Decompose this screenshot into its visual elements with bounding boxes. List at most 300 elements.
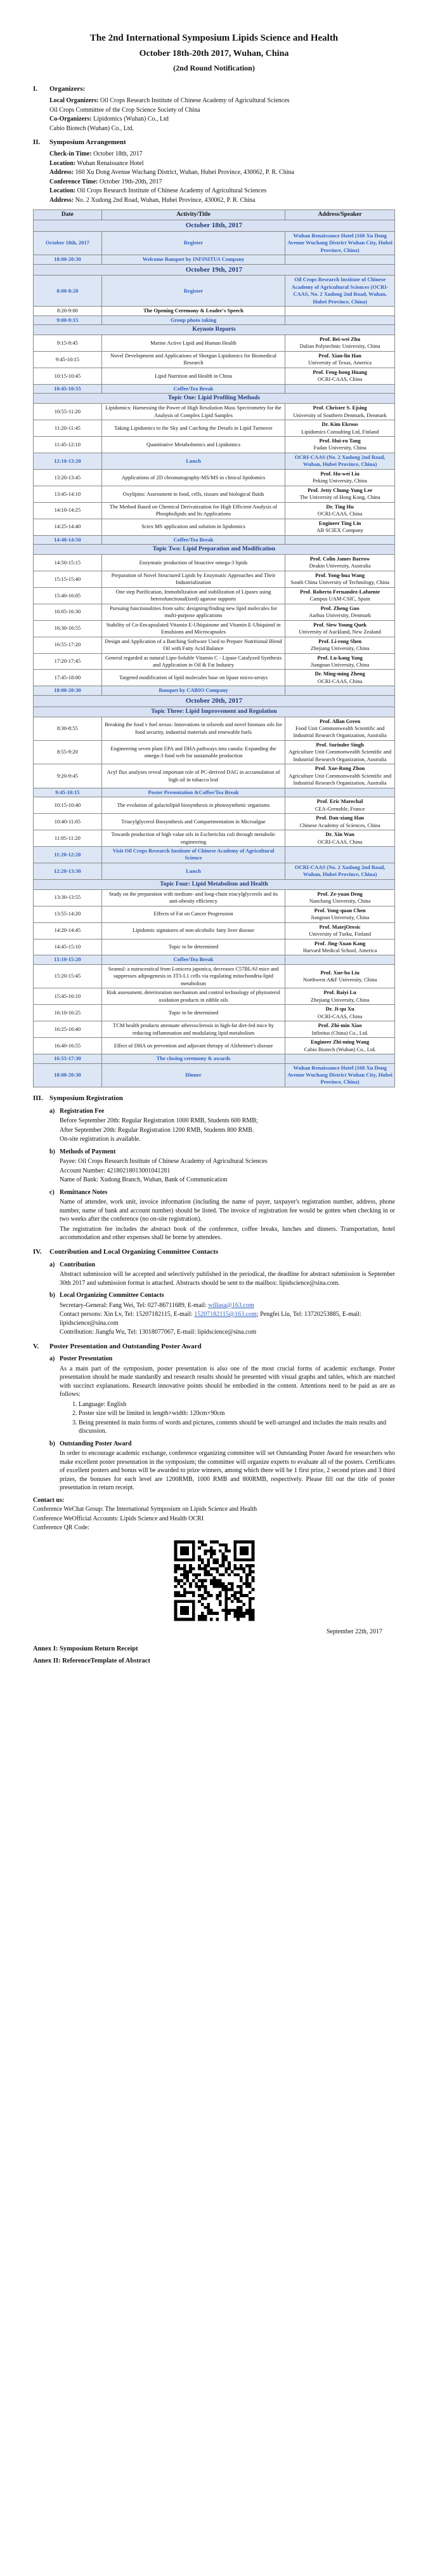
- talk-title-cell: Acyl flux analyses reveal important role of PC-derived DAG in accumulation of high oil in tobacco leaf: [101, 764, 285, 788]
- document-subtitle: October 18th-20th 2017, Wuhan, China: [139, 49, 289, 59]
- topic-label: Topic Three: Lipid Improvement and Regulation: [34, 707, 395, 717]
- header-address: Address/Speaker: [285, 210, 395, 220]
- time-cell: 11:20-11:45: [34, 420, 102, 437]
- activity-cell: Welcome Banquet by INFINITUS Company: [101, 255, 285, 264]
- line-text: Oil Crops Research Institute of Chinese Academy of Agricultural Sciences: [98, 97, 290, 105]
- talk-row: [34, 571, 395, 587]
- remittance-paragraph: Name of attendee, work unit, invoice information (including the name of payer, taxpayer's registration number, address, phone number, name of bank and account number) should be listed. The invoice of registration fee would be gotten when checking in or two weeks after the conference (no on-site registration).: [60, 1198, 395, 1223]
- time-cell: 10:15-10:45: [34, 368, 102, 384]
- speaker-cell: [285, 1005, 395, 1021]
- poster-award-heading: b) Outstanding Poster Award: [49, 1440, 132, 1447]
- talk-row: [34, 469, 395, 486]
- signature-date: September 22th, 2017: [326, 1628, 382, 1635]
- speaker-name: Prof. Christer S. Ejsing: [313, 404, 367, 411]
- schedule-row: [34, 863, 395, 879]
- fee-line: Before September 20th: Regular Registration 1000 RMB, Students 600 RMB;: [60, 1117, 258, 1125]
- talk-title-cell: Preparation of Novel Structured Lipids by Enzymatic Approaches and Their Industrialization: [101, 571, 285, 587]
- poster-presentation-text: As a main part of the symposium, poster presentation is also one of the most crucial forms of academic exchange. Poster presentation should be made standardly and research results should be presented with visual graphs and tables, which are matched with succinct explanations. Research innovative points should be embodied in the content. Attentions need to be paid as are as follows:: [60, 1365, 395, 1398]
- topic-row: [34, 545, 395, 555]
- time-cell: 16:55-17:20: [34, 637, 102, 653]
- speaker-name: Prof. Surinder Singh: [316, 741, 364, 748]
- schedule-row: [34, 955, 395, 964]
- contact-line: Conference QR Code:: [33, 1524, 89, 1532]
- speaker-cell: [285, 906, 395, 922]
- time-cell: 13:30-13:55: [34, 889, 102, 906]
- talk-title-cell: Engineering seven plant EPA and DHA pathways into canola: Expanding the omega-3 food web for sustainable production: [101, 740, 285, 764]
- speaker-name: Prof. Li-rong Shen: [318, 637, 362, 644]
- speaker-name: Dr. Kim Ekroos: [321, 421, 358, 428]
- address-cell: [285, 315, 395, 324]
- activity-cell: Dinner: [101, 1063, 285, 1087]
- topic-label: Keynote Reports: [34, 325, 395, 335]
- time-cell: 16:25-16:40: [34, 1021, 102, 1038]
- address-cell: [285, 788, 395, 797]
- activity-cell: Lunch: [101, 453, 285, 469]
- address-cell: [285, 535, 395, 544]
- time-cell: 9:45-10:15: [34, 788, 102, 797]
- speaker-cell: [285, 670, 395, 686]
- speaker-cell: [285, 502, 395, 519]
- schedule-row: [34, 686, 395, 695]
- schedule-row: [34, 231, 395, 255]
- speaker-name: Prof. Dan-xiang Han: [316, 814, 364, 821]
- speaker-affiliation: OCRI-CAAS, China: [317, 838, 363, 845]
- speaker-affiliation: OCRI-CAAS, China: [317, 376, 363, 383]
- address-cell: Oil Crops Research Institute of Chinese Academy of Agricultural Sciences (OCRI-CAAS, No. 2 Xudong 2nd Road, Wuhan, Hubei Province, China): [285, 276, 395, 307]
- speaker-name: Prof. Bei-wei Zhu: [319, 336, 361, 343]
- section-heading: IV. Contribution and Local Organizing Committee Contacts: [33, 1247, 219, 1256]
- poster-requirements-list: [60, 1400, 395, 1436]
- speaker-cell: [285, 939, 395, 955]
- speaker-name: Prof. Ze-yuan Deng: [317, 890, 363, 897]
- speaker-cell: [285, 1021, 395, 1038]
- speaker-affiliation: Peking University, China: [313, 477, 367, 484]
- schedule-row: [34, 276, 395, 307]
- address-cell: [285, 955, 395, 964]
- speaker-name: Prof. Jetty Chung-Yung Lee: [308, 486, 373, 493]
- talk-title-cell: Towards production of high value oils in Escherichia coli through metabolic engineering: [101, 830, 285, 847]
- payment-line: Payee: Oil Crops Research Institute of Chinese Academy of Agricultural Sciences: [60, 1158, 268, 1165]
- line-text: Lipidomics (Wuhan) Co., Ltd: [91, 116, 169, 123]
- speaker-cell: [285, 717, 395, 740]
- sec1-line: [49, 96, 395, 105]
- talk-row: [34, 988, 395, 1005]
- payment-heading: b) Methods of Payment: [49, 1148, 116, 1155]
- activity-cell: Poster Presentation &Coffee/Tea Break: [101, 788, 285, 797]
- talk-title-cell: Lipidomics: Harnessing the Power of High Resolution Mass Spectrometry for the Analysis of Complex Lipid Samples: [101, 404, 285, 420]
- talk-title-cell: Breaking the food v fuel nexus: Innovations in oilseeds and novel biomass oils for food security, industrial materials and renewable fuels: [101, 717, 285, 740]
- line-text: Wuhan Renaissance Hotel: [75, 159, 144, 167]
- speaker-name: Prof. Xue-bo Liu: [320, 969, 360, 976]
- speaker-name: Dr. Ting Hu: [326, 503, 354, 510]
- activity-cell: Coffee/Tea Break: [101, 535, 285, 544]
- contact-email-link[interactable]: 15207182115@163.com: [194, 1311, 257, 1318]
- speaker-cell: [285, 351, 395, 368]
- header-activity: Activity/Title: [101, 210, 285, 220]
- talk-row: [34, 1038, 395, 1054]
- talk-title-cell: Design and Application of a Batching Software Used to Prepare Nutritional Blend Oil with Fatty Acid Balance: [101, 637, 285, 653]
- sec1-line: [49, 124, 395, 133]
- topic-label: Topic Four: Lipid Metabolism and Health: [34, 879, 395, 889]
- speaker-cell: [285, 637, 395, 653]
- speaker-affiliation: Campus UAM-CSIC, Spain: [309, 595, 370, 602]
- document-title: The 2nd International Symposium Lipids Science and Health: [89, 33, 339, 43]
- address-cell: OCRI-CAAS (No. 2 Xudong 2nd Road, Wuhan, Hubei Province, China): [285, 453, 395, 469]
- line-label: Address:: [49, 196, 74, 204]
- time-cell: 15:20-15:45: [34, 964, 102, 988]
- time-cell: 18:00-20:30: [34, 255, 102, 264]
- time-cell: 10:40-11:05: [34, 814, 102, 830]
- registration-fee-heading: a) Registration Fee: [49, 1107, 105, 1115]
- time-cell: 12:20-13:30: [34, 863, 102, 879]
- speaker-affiliation: University of Southern Denmark, Denmark: [293, 411, 387, 418]
- poster-requirement-item: 1. Language: English: [79, 1400, 395, 1409]
- talk-title-cell: Study on the preparation with medium- and long-chain triacylglycerols and its anti-obesity efficiency: [101, 889, 285, 906]
- time-cell: 14:10-14:25: [34, 502, 102, 519]
- time-cell: 14:25-14:40: [34, 519, 102, 535]
- remittance-paragraph: The registration fee includes the abstract book of the conference, coffee breaks, lunches and dinners. Transportation, hotel accommodation and other expenses shall be borne by attendees.: [60, 1225, 395, 1242]
- activity-cell: Coffee/Tea Break: [101, 384, 285, 393]
- talk-title-cell: Sciex MS application and solution in lipidomics: [101, 519, 285, 535]
- section-heading: I. Organizers:: [33, 85, 86, 93]
- schedule-row: [34, 788, 395, 797]
- speaker-name: Prof. Zheng Guo: [320, 604, 360, 611]
- speaker-name: Prof. Allan Green: [320, 717, 361, 724]
- section-heading: III. Symposium Registration: [33, 1094, 123, 1102]
- speaker-cell: [285, 764, 395, 788]
- time-cell: 13:45-14:10: [34, 486, 102, 502]
- contact-persons: Contact persons: Xin Lv, Tel: 15207182115, E-mail: 15207182115@163.com; Pengfei Liu, Tel: 13720253885, E-mail: lipidscience@sina.com: [60, 1311, 361, 1327]
- talk-row: [34, 335, 395, 352]
- poster-requirement-item: 3. Being presented in main forms of words and pictures, contents should be well-arranged and includes the main results and discussion.: [79, 1419, 395, 1436]
- time-cell: 15:10-15:20: [34, 955, 102, 964]
- speaker-cell: [285, 436, 395, 453]
- schedule-row: [34, 535, 395, 544]
- speaker-name: Prof. Yong-hua Wang: [315, 571, 365, 578]
- line-text: October 18th, 2017: [91, 150, 143, 158]
- sec2-line: [49, 168, 395, 177]
- annex-item: Annex I: Symposium Return Receipt: [33, 1645, 138, 1653]
- speaker-name: Prof. Feng-hong Huang: [313, 368, 367, 375]
- day-label: October 18th, 2017: [34, 220, 395, 231]
- speaker-cell: [285, 420, 395, 437]
- time-cell: 14:50-15:15: [34, 554, 102, 571]
- talk-row: [34, 939, 395, 955]
- speaker-affiliation: Agriculture Unit Commonwealth Scientific and Industrial Research Organization, Australia: [289, 748, 392, 762]
- speaker-cell: [285, 587, 395, 604]
- talk-title-cell: Lipid Nutrition and Health in China: [101, 368, 285, 384]
- speaker-affiliation: OCRI-CAAS, China: [317, 1012, 363, 1019]
- time-cell: 16:10-16:25: [34, 1005, 102, 1021]
- speaker-cell: [285, 469, 395, 486]
- speaker-affiliation: Jiangnan University, China: [311, 661, 370, 668]
- activity-cell: Lunch: [101, 863, 285, 879]
- speaker-affiliation: Infinitus (China) Co., Ltd.: [311, 1029, 368, 1036]
- address-cell: Wuhan Renaissance Hotel (160 Xu Dong Avenue Wuchang District Wuhan City, Hubei Province, China): [285, 1063, 395, 1087]
- talk-title-cell: Pursuing functionalities from salts: designing/finding new lipid molecules for multi-purpose applications: [101, 604, 285, 620]
- sec2-line: [49, 196, 395, 205]
- speaker-affiliation: Nanchang University, China: [309, 898, 371, 905]
- sec2-line: [49, 187, 395, 196]
- section-registration: [33, 1094, 395, 1242]
- day-label: October 19th, 2017: [34, 264, 395, 276]
- secretary-email-link[interactable]: willasa@163.com: [208, 1301, 254, 1309]
- address-cell: Wuhan Renaissance Hotel (160 Xu Dong Avenue Wuchang District Wuhan City, Hubei Province, China): [285, 231, 395, 255]
- contact-line: Conference WeChat Group: The International Symposium on Lipids Science and Health: [33, 1506, 257, 1513]
- annex-list: [33, 1645, 395, 1665]
- speaker-cell: [285, 335, 395, 352]
- talk-title-cell: Novel Development and Applications of Shotgun Lipidomics for Biomedical Research: [101, 351, 285, 368]
- poster-presentation-heading: a) Poster Presentation: [49, 1355, 113, 1363]
- speaker-name: Prof. Baiyi Lu: [323, 989, 356, 996]
- talk-row: [34, 814, 395, 830]
- speaker-cell: [285, 922, 395, 939]
- contact-title: Contact us:: [33, 1496, 65, 1504]
- time-cell: 9:20-9:45: [34, 764, 102, 788]
- talk-row: [34, 670, 395, 686]
- line-label: Check-in Time:: [49, 150, 92, 158]
- talk-row: [34, 604, 395, 620]
- speaker-affiliation: Deakin University, Australia: [309, 562, 371, 569]
- activity-cell: The closing ceremony & awards: [101, 1054, 285, 1063]
- talk-row: [34, 740, 395, 764]
- contact-line: Conference WeOfficial Accounts: Lipids Science and Health OCRI: [33, 1515, 204, 1522]
- time-cell: 8:55-9:20: [34, 740, 102, 764]
- speaker-affiliation: Cabio Biotech (Wuhan) Co., Ltd.: [304, 1046, 376, 1052]
- time-cell: 11:20-12:20: [34, 847, 102, 863]
- talk-row: [34, 587, 395, 604]
- line-label: Co-Organizers:: [49, 116, 92, 123]
- section-organizers: [33, 84, 395, 133]
- talk-row: [34, 797, 395, 814]
- speaker-affiliation: Zhejiang University, China: [311, 645, 370, 652]
- talk-title-cell: Oxylipins: Assessment in food, cells, tissues and biological fluids: [101, 486, 285, 502]
- contribution-text: Abstract submission will be accepted and selectively published in the periodical, the deadline for abstract submission is September 30th 2017 and submission format is attached. Abstracts should be sent to the mailbox: lipidscience@sina.com.: [60, 1271, 395, 1287]
- poster-requirement-item: 2. Poster size will be limited in length×width: 120cm×90cm: [79, 1409, 395, 1418]
- talk-row: [34, 906, 395, 922]
- schedule-row: [34, 307, 395, 315]
- talk-title-cell: Topic to be determined: [101, 1005, 285, 1021]
- speaker-name: Prof. Xian-lin Han: [318, 352, 361, 359]
- line-text: October 19th-20th, 2017: [98, 178, 162, 185]
- contribution-heading: a) Contribution: [49, 1261, 96, 1268]
- time-cell: 16:05-16:30: [34, 604, 102, 620]
- talk-row: [34, 764, 395, 788]
- speaker-affiliation: Agriculture Unit Commonwealth Scientific and Industrial Research Organization, Australia: [289, 772, 392, 787]
- speaker-name: Prof. Zhi-min Xiao: [318, 1022, 362, 1029]
- line-label: Conference Time:: [49, 178, 98, 185]
- speaker-affiliation: South China University of Technology, China: [290, 579, 389, 586]
- speaker-name: Prof. Hui-ru Tang: [319, 437, 361, 444]
- address-cell: [285, 1054, 395, 1063]
- line-label: Local Organizers:: [49, 97, 99, 105]
- speaker-affiliation: University of Auckland, New Zealand: [299, 628, 381, 635]
- payment-line: Account Number: 42180218013001041281: [60, 1167, 171, 1174]
- talk-title-cell: Applications of 2D chromatography-MS/MS in clinical lipidomics: [101, 469, 285, 486]
- address-cell: [285, 255, 395, 264]
- speaker-name: Prof. Yong-quan Chen: [314, 906, 366, 913]
- talk-title-cell: The Method Based on Chemical Derivatization for High Efficient Analysis of Phospholipids and Its Applications: [101, 502, 285, 519]
- speaker-cell: [285, 620, 395, 637]
- speaker-affiliation: Harvard Medical School, America: [302, 946, 377, 953]
- line-text: Oil Crops Committee of the Crop Science Society of China: [49, 106, 200, 114]
- address-cell: [285, 686, 395, 695]
- activity-cell: Register: [101, 276, 285, 307]
- speaker-name: Dr. Ming-ming Zheng: [315, 670, 365, 677]
- notification-round: (2nd Round Notification): [173, 63, 255, 73]
- speaker-affiliation: The University of Hong Kong, China: [299, 494, 380, 501]
- section-contribution: [33, 1247, 395, 1337]
- activity-cell: Coffee/Tea Break: [101, 955, 285, 964]
- time-cell: 15:45-16:10: [34, 988, 102, 1005]
- talk-row: [34, 922, 395, 939]
- talk-row: [34, 653, 395, 670]
- speaker-name: Engineer Ting Lin: [318, 519, 361, 526]
- registration-fee-list: [49, 1117, 395, 1144]
- speaker-affiliation: OCRI-CAAS, China: [317, 510, 363, 517]
- wechat-qr-code-icon: [171, 1537, 257, 1624]
- time-cell: 16:55-17:30: [34, 1054, 102, 1063]
- speaker-cell: [285, 604, 395, 620]
- line-text: 160 Xu Dong Avenue Wuchang District, Wuhan, Hubei Province, 430062, P. R. China: [74, 169, 294, 176]
- talk-row: [34, 420, 395, 437]
- sec2-line: [49, 150, 395, 159]
- talk-title-cell: Taking Lipidomics to the Sky and Catching the Details in Lipid Turnover: [101, 420, 285, 437]
- speaker-cell: [285, 964, 395, 988]
- activity-cell: Banquet by CABIO Company: [101, 686, 285, 695]
- talk-row: [34, 1021, 395, 1038]
- speaker-affiliation: Dalian Polytechnic University, China: [299, 343, 380, 350]
- speaker-affiliation: Food Unit Commonwealth Scientific and Industrial Research Organization, Australia: [293, 724, 387, 739]
- fee-line: After September 20th: Regular Registration 1200 RMB, Students 800 RMB.: [60, 1126, 254, 1134]
- time-cell: 10:15-10:40: [34, 797, 102, 814]
- schedule-header-row: [34, 210, 395, 220]
- talk-title-cell: TCM health products attenuate atherosclerosis in high-fat diet-fed mice by reducing inflammation and modulating lipid metabolism: [101, 1021, 285, 1038]
- talk-row: [34, 717, 395, 740]
- topic-label: Topic One: Lipid Profiling Methods: [34, 394, 395, 404]
- time-cell: 10:55-11:20: [34, 404, 102, 420]
- speaker-name: Prof. Hu-wei Liu: [320, 470, 360, 477]
- day-row: [34, 695, 395, 707]
- speaker-name: Engineer Zhi-ming Wang: [310, 1039, 370, 1046]
- time-cell: 18:00-20:30: [34, 1063, 102, 1087]
- schedule-row: [34, 315, 395, 324]
- talk-title-cell: General regarded as natural Lipo-Soluble Vitamin C - Lipase Catalyzed Synthesis and Application in Oil & Fat Industry: [101, 653, 285, 670]
- schedule-row: [34, 453, 395, 469]
- topic-label: Topic Two: Lipid Preparation and Modification: [34, 545, 395, 555]
- speaker-name: Prof. Jing-Xuan Kang: [314, 939, 366, 946]
- speaker-name: Prof. Eric Marechal: [316, 798, 363, 805]
- secretary-contact: Secretary-General: Fang Wei, Tel: 027-86711689, E-mail: willasa@163.com: [60, 1301, 254, 1309]
- time-cell: 11:05-11:20: [34, 830, 102, 847]
- speaker-affiliation: Lipidomics Consulting Ltd, Finland: [301, 428, 379, 435]
- schedule-row: [34, 1063, 395, 1087]
- talk-title-cell: Quantitative Metabolomics and Lipidomics: [101, 436, 285, 453]
- contacts-heading: b) Local Organizing Committee Contacts: [49, 1292, 164, 1299]
- speaker-name: Dr. Xin Wan: [325, 831, 354, 838]
- speaker-name: Prof. MatejOresic: [319, 923, 361, 930]
- speaker-name: Prof. Xue-Rong Zhou: [315, 765, 365, 772]
- line-label: Location:: [49, 159, 76, 167]
- line-text: No. 2 Xudong 2nd Road, Wuhan, Hubei Province, 430062, P. R. China: [74, 196, 256, 204]
- time-cell: 17:20-17:45: [34, 653, 102, 670]
- section-poster: [33, 1342, 395, 1492]
- topic-row: [34, 394, 395, 404]
- activity-cell: Visit Oil Crops Research Institute of Chinese Academy of Agricultural Science: [101, 847, 285, 863]
- speaker-affiliation: University of Turku, Finland: [309, 931, 371, 938]
- talk-title-cell: Stability of Co-Encapsulated Vitamin E-Ubiquinone and Vitamin E-Ubiquinol in Emulsions and Microcapsules: [101, 620, 285, 637]
- topic-row: [34, 325, 395, 335]
- talk-row: [34, 519, 395, 535]
- sec1-line: [49, 106, 395, 115]
- contribution-contact: Contribution: Jiangfu Wu, Tel: 13018077067, E-mail: lipidscience@sina.com: [60, 1329, 257, 1336]
- speaker-name: Prof. Lu-kang Yang: [317, 654, 363, 661]
- speaker-cell: [285, 740, 395, 764]
- time-cell: 9:00-9:15: [34, 315, 102, 324]
- talk-title-cell: Targeted modification of lipid molecules base on lipase micro-arrays: [101, 670, 285, 686]
- address-cell: [285, 384, 395, 393]
- time-cell: 18:00-20:30: [34, 686, 102, 695]
- remittance-notes: [49, 1198, 395, 1242]
- talk-row: [34, 620, 395, 637]
- time-cell: 16:40-16:55: [34, 1038, 102, 1054]
- address-cell: OCRI-CAAS (No. 2 Xudong 2nd Road, Wuhan, Hubei Province, China): [285, 863, 395, 879]
- speaker-cell: [285, 797, 395, 814]
- talk-title-cell: Triacylglycerol Biosynthesis and Compartmentation in Microalgae: [101, 814, 285, 830]
- speaker-affiliation: OCRI-CAAS, China: [317, 677, 363, 684]
- talk-row: [34, 436, 395, 453]
- speaker-cell: [285, 519, 395, 535]
- annex-item: Annex II: ReferenceTemplate of Abstract: [33, 1657, 150, 1664]
- speaker-name: Prof. Siew Young Quek: [313, 621, 367, 628]
- speaker-affiliation: Chinese Academy of Sciences, China: [299, 821, 380, 828]
- line-label: Location:: [49, 187, 76, 195]
- speaker-cell: [285, 814, 395, 830]
- day-row: [34, 264, 395, 276]
- sec1-line: [49, 115, 395, 124]
- time-cell: 11:45-12:10: [34, 436, 102, 453]
- talk-row: [34, 830, 395, 847]
- speaker-name: Prof. Colin James Barrow: [309, 555, 370, 562]
- talk-title-cell: Topic to be determined: [101, 939, 285, 955]
- time-cell: 9:15-9:45: [34, 335, 102, 352]
- schedule-row: [34, 255, 395, 264]
- schedule-table: [33, 209, 395, 1087]
- talk-row: [34, 502, 395, 519]
- speaker-cell: [285, 1038, 395, 1054]
- talk-row: [34, 554, 395, 571]
- time-cell: 13:55-14:20: [34, 906, 102, 922]
- talk-title-cell: Seamul: a nutraceutical from Lonicera japonica, decreases C57BL/6J mice and suppresses adipogenesis in 3T3-L1 cells via regulating mitochondria-lipid metabolism: [101, 964, 285, 988]
- speaker-affiliation: University of Texas, America: [308, 359, 372, 366]
- speaker-affiliation: Aarhus University, Denmark: [309, 612, 372, 619]
- talk-title-cell: Effects of Fat on Cancer Progression: [101, 906, 285, 922]
- speaker-cell: [285, 404, 395, 420]
- fee-line: On-site registration is available.: [60, 1136, 141, 1143]
- arrangement-list: [33, 150, 395, 204]
- time-cell: 13:20-13:45: [34, 469, 102, 486]
- day-label: October 20th, 2017: [34, 695, 395, 707]
- section-arrangement: [33, 138, 395, 204]
- organizers-list: [33, 96, 395, 133]
- time-cell: 14:45-15:10: [34, 939, 102, 955]
- talk-row: [34, 368, 395, 384]
- speaker-cell: [285, 830, 395, 847]
- activity-cell: The Opening Ceremony & Leader's Speech: [101, 307, 285, 315]
- sec2-line: [49, 178, 395, 187]
- time-cell: 9:45-10:15: [34, 351, 102, 368]
- time-cell: October 18th, 2017: [34, 231, 102, 255]
